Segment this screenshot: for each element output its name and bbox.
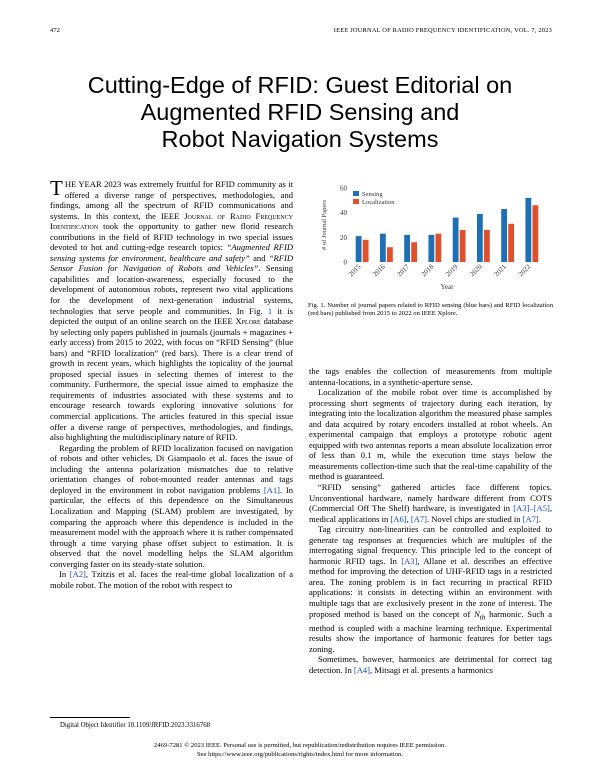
text: In: [59, 569, 70, 580]
citation-link[interactable]: [A3]: [401, 555, 418, 566]
bar-localization: [411, 242, 417, 262]
bar-localization: [508, 224, 514, 262]
left-column: [50, 176, 293, 590]
paragraph: [50, 569, 293, 590]
text: .: [538, 513, 541, 524]
math-variable: N: [474, 608, 480, 619]
text: took the opportunity to gather new florid research contributions in the field of RFID technology in two special issues devoted to hot and cutting-edge research topics:: [50, 221, 293, 253]
text: . Novel chips are studied in: [426, 513, 523, 524]
paragraph: [309, 482, 552, 524]
topic-title: “RFID Sensor Fusion for Navigation of Robots and Vehicles”: [50, 252, 293, 274]
math-subscript: th: [479, 613, 486, 622]
text: Tag circuitry non-linearities can be controlled and exploited to generate tag responses at frequencies which are multiples of the interrogating signal frequency. This principle led to the concept of harmonic RFID tags. In: [309, 524, 552, 566]
text: plore: [241, 316, 261, 327]
right-column: [309, 366, 552, 676]
rights-line: See https://www.ieee.org/publications/rights/index.html for more information.: [196, 751, 404, 758]
bar-localization: [532, 205, 538, 262]
x-tick-label: 2015: [346, 262, 363, 279]
text: . In particular, the effects of this dependence on the Simultaneous Localization and Mapping (SLAM) problem are investigated, by comparing the approach where this dependence is included in the measurement model with the approach where it is rather compensated through a time varying phase offset subject to estimation. It is observed that the novel modelling helps the SLAM algorithm converging faster on its steady-state solution.: [50, 484, 293, 569]
bar-localization: [435, 234, 441, 262]
drop-cap: T: [50, 176, 63, 200]
doi-footnote: Digital Object Identifier 10.1109/JRFID.2023.3316768: [60, 722, 211, 729]
text: , medical applications in: [309, 503, 552, 524]
paper-title: [40, 72, 560, 153]
title-line: Robot Navigation Systems: [161, 125, 439, 152]
text: database by selecting only papers published in journals (journals + magazines + early access) from 2015 to 2022, with focus on “RFID Sensing” (blue bars) and “RFID localization” (red bars). There is a clear trend of growth in recent years, which highlights the topicality of the journal proposed special issues in selecting themes of interest to the community. Furthermore, the special issue aimed to emphasize the requirements of industries associated with these systems and to encourage research towards exploring innovative solutions for commercial applications. The articles featured in this special issue offer a diverse range of perspectives, methodologies, and findings, also highlighting the multidisciplinary nature of RFID.: [50, 316, 293, 443]
y-axis-label: # of Journal Papers: [321, 199, 328, 251]
text: Sometimes, however, harmonics are detrimental for correct tag detection. In: [309, 654, 552, 676]
citation-link[interactable]: [A1]: [263, 484, 281, 495]
running-header: IEEE JOURNAL OF RADIO FREQUENCY IDENTIFICATION, VOL. 7, 2023: [333, 27, 552, 34]
paragraph: [309, 654, 552, 675]
topic-title: “Augmented RFID sensing systems for environment, healthcare and safety”: [50, 242, 293, 263]
citation-link[interactable]: [A2]: [69, 569, 86, 580]
legend-label: Localization: [362, 199, 395, 206]
x-tick-label: 2022: [516, 262, 533, 279]
bar-sensing: [356, 236, 362, 262]
bar-sensing: [501, 209, 507, 262]
figure-link[interactable]: 1: [267, 305, 273, 316]
text: . Sensing capabilities and location-awareness, especially focused to the development of autonomous robots, represent two vital applications for the development of next-generation industrial systems, technologies that serve people and communities. In Fig.: [50, 263, 293, 316]
bar-sensing: [404, 235, 410, 262]
x-tick-label: 2018: [419, 262, 436, 279]
legend-swatch: [353, 191, 359, 196]
citation-link[interactable]: [A7]: [522, 513, 539, 524]
text: and: [249, 252, 269, 263]
footnote-rule: [50, 717, 130, 718]
figure-1-chart: [308, 182, 554, 292]
text: “RFID sensing” gathered articles face different topics. Unconventional hardware, namely hardware different from COTS (Commercial Off The Shelf) hardware, is investigated in: [309, 482, 552, 514]
title-line: Cutting-Edge of RFID: Guest Editorial on: [87, 71, 513, 98]
paragraph: [50, 443, 293, 570]
bar-localization: [387, 247, 393, 262]
bar-sensing: [453, 218, 459, 262]
journal-name: Journal of Radio Frequency Identification: [50, 210, 293, 232]
x-tick-label: 2016: [371, 262, 387, 279]
paragraph: Localization of the mobile robot over time is accomplished by processing short segments of trajectory during each iteration, by integrating into the localization algorithm the measured phase samples and data acquired by rotary encoders installed at robot wheels. An experimental campaign that employs a prototype robotic agent equipped with two antennas reports a mean absolute localization error of less than 0.1 m, while the execution time stays below the measurements collection-time such that the real-time capability of the method is guaranteed.: [309, 387, 552, 482]
bar-localization: [484, 230, 490, 262]
y-tick-label: 60: [340, 184, 347, 193]
page-number: 472: [50, 27, 61, 34]
paragraph: the tags enables the collection of measurements from multiple antenna-locations, in a synthetic-aperture sense.: [309, 366, 552, 387]
citation-link[interactable]: [A7]: [410, 513, 427, 524]
bar-localization: [460, 230, 466, 262]
figure-caption: Fig. 1. Number of journal papers related to RFID sensing (blue bars) and RFID localization (red bars) published from 2015 to 2022 on IEEE Xplore.: [308, 302, 553, 318]
text: , Tzitzis et al. faces the real-time global localization of a mobile robot. The motion of the robot with respect to: [50, 569, 293, 590]
text: Regarding the problem of RFID localization focused on navigation of robots and other vehicles, Di Giampaolo et al. faces the issue of including the antenna polarization mismatches due to relative orientation changes of robot-mounted reader antennas and tags deployed in the environment in robot navigation problems: [50, 442, 293, 495]
bar-sensing: [380, 234, 386, 262]
bar-sensing: [428, 235, 434, 262]
paragraph: [309, 524, 552, 654]
bar-sensing: [525, 198, 531, 262]
legend-swatch: [353, 199, 359, 204]
x-tick-label: 2019: [443, 262, 460, 279]
bar-localization: [363, 240, 369, 262]
bar-sensing: [477, 214, 483, 262]
paragraph: [50, 176, 293, 443]
text: HE YEAR 2023 was extremely fruitful for RFID community as it offered a diverse range of perspectives, methodologies, and findings, among all the spectrum of RFID communications and systems. In this context, the IEEE: [50, 179, 293, 221]
copyright-line: 2469-7281 © 2023 IEEE. Personal use is permitted, but republication/redistribution requires IEEE permission.: [154, 742, 446, 749]
y-tick-label: 0: [343, 258, 347, 267]
citation-link[interactable]: [A4]: [353, 665, 370, 676]
title-line: Augmented RFID Sensing and: [140, 98, 460, 125]
text: harmonic. Such a method is coupled with a machine learning technique. Experimental results show the importance of harmonic features for better tags zoning.: [309, 608, 552, 654]
x-tick-label: 2021: [492, 262, 509, 279]
text: it is depicted the output of an online search on the IEEE X: [50, 305, 293, 327]
text: , Allane et al. describes an effective method for improving the detection of UHF-RFID tags in a restricted area. The zoning problem is in fact recurring in practical RFID applications: it consists in detecting within an environment with multiple tags that are exclusively present in the zone of interest. The proposed method is based on the concept of: [309, 555, 552, 619]
x-axis-label: Year: [440, 283, 454, 291]
y-tick-label: 20: [340, 233, 347, 242]
x-tick-label: 2020: [468, 262, 484, 279]
citation-link[interactable]: [A6]: [390, 513, 407, 524]
y-tick-label: 40: [340, 209, 347, 218]
legend-label: Sensing: [362, 191, 383, 198]
citation-link[interactable]: [A3]–[A5]: [513, 503, 550, 514]
x-tick-label: 2017: [395, 262, 412, 279]
text: , Mitsagi et al. presents a harmonics: [370, 665, 493, 676]
text: ,: [406, 513, 411, 524]
